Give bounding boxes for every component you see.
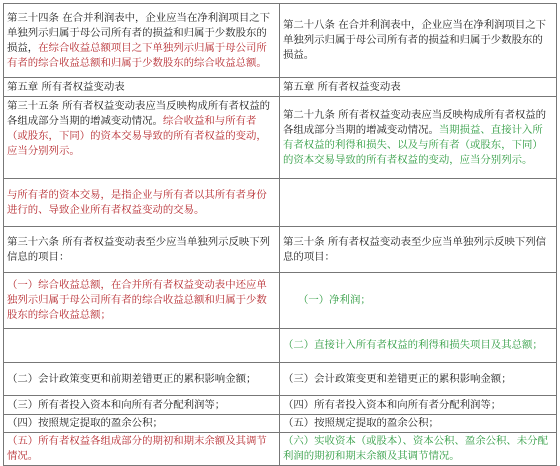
right-text: 第三十条 所有者权益变动表至少应当单独列示反映下列信息的项目： [283,235,547,263]
right-text: 第二十八条 在合并利润表中，企业应当在净利润项目之下单独列示归属于母公司所有者的损益和归属于少数股东的损益。 [283,19,547,61]
left-text: 第三十四条 在合并利润表中，企业应当在净利润项目之下单独列示归属于母公司所有者的损益和归属于少数股东的损益， [7,11,271,54]
right-cell-item-6 [280,433,557,466]
right-text: （四）所有者投入资本和向所有者分配利润等； [283,398,502,411]
right-text-removed: 当期损益、直接计入所有者权益的利得和损失、以及与所有者（或股东，下同）的资本交易导致的所有者权益的变动，应当分别列示。 [283,123,543,166]
right-text-removed: （六）实收资本（或股本）、资本公积、盈余公积、未分配利润的期初和期末余额及其调节情况。 [283,435,548,462]
comparison-table-sheet [3,3,556,462]
table-row [4,329,557,363]
left-cell-article-34 [4,4,280,78]
chapter-heading: 第五章 所有者权益变动表 [283,80,401,93]
left-text-added: 综合收益和与所有者（或股东，下同）的资本交易导致的所有者权益的变动，应当分别列示。 [7,115,267,157]
table-row [4,433,557,466]
right-cell-chapter-5 [280,78,557,97]
left-text: （二）会计政策变更和前期差错更正的累积影响金额； [7,372,257,385]
table-row [4,97,557,179]
table-row [4,415,557,433]
right-cell-empty [280,179,557,227]
comparison-table [3,3,557,466]
right-cell-article-28 [280,4,557,78]
left-cell-item-1 [4,273,280,329]
left-text: （三）所有者投入资本和向所有者分配利润等； [7,398,226,411]
left-text: 第三十六条 所有者权益变动表至少应当单独列示反映下列信息的项目： [7,235,271,263]
right-text: （三）会计政策变更和差错更正的累积影响金额； [283,372,512,385]
left-cell-empty [4,329,280,363]
right-cell-article-30 [280,227,557,273]
left-cell-item-2 [4,363,280,396]
right-cell-item-2 [280,329,557,363]
right-cell-item-1 [280,273,557,329]
left-cell-item-5 [4,433,280,466]
right-text: （五）按照规定提取的盈余公积； [283,417,439,429]
right-text: 第二十九条 所有者权益变动表应当反映构成所有者权益的各组成部分当期的增减变动情况。 [283,108,547,136]
left-cell-article-35 [4,97,280,179]
right-text-removed: （二）直接计入所有者权益的利得和损失项目及其总额； [283,339,543,351]
left-text-added: （五）所有者权益各组成部分的期初和期末余额及其调节情况。 [7,435,267,462]
table-row [4,4,557,78]
table-row [4,227,557,273]
table-row [4,273,557,329]
left-cell-item-3 [4,396,280,415]
right-cell-item-5 [280,415,557,433]
left-text-added: 在综合收益总额项目之下单独列示归属于母公司所有者的综合收益总额和归属于少数股东的综合收益总额。 [7,41,267,69]
table-row [4,78,557,97]
left-text-added: 与所有者的资本交易，是指企业与所有者以其所有者身份进行的、导致企业所有者权益变动的交易。 [7,188,267,216]
left-cell-article-36 [4,227,280,273]
left-text-added: （一）综合收益总额，在合并所有者权益变动表中还应单独列示归属于母公司所有者的综合收益总额和归属于少数股东的综合收益总额； [7,279,267,321]
left-cell-capital-transaction [4,179,280,227]
table-row [4,179,557,227]
left-cell-item-4 [4,415,280,433]
chapter-heading: 第五章 所有者权益变动表 [7,80,125,93]
right-cell-item-3 [280,363,557,396]
right-cell-article-29 [280,97,557,179]
right-cell-item-4 [280,396,557,415]
table-row [4,396,557,415]
left-text: （四）按照规定提取的盈余公积； [7,417,163,429]
left-text: 第三十五条 所有者权益变动表应当反映构成所有者权益的各组成部分当期的增减变动情况。 [7,100,271,127]
table-row [4,363,557,396]
right-text-removed: （一）净利润； [298,294,371,306]
left-cell-chapter-5 [4,78,280,97]
